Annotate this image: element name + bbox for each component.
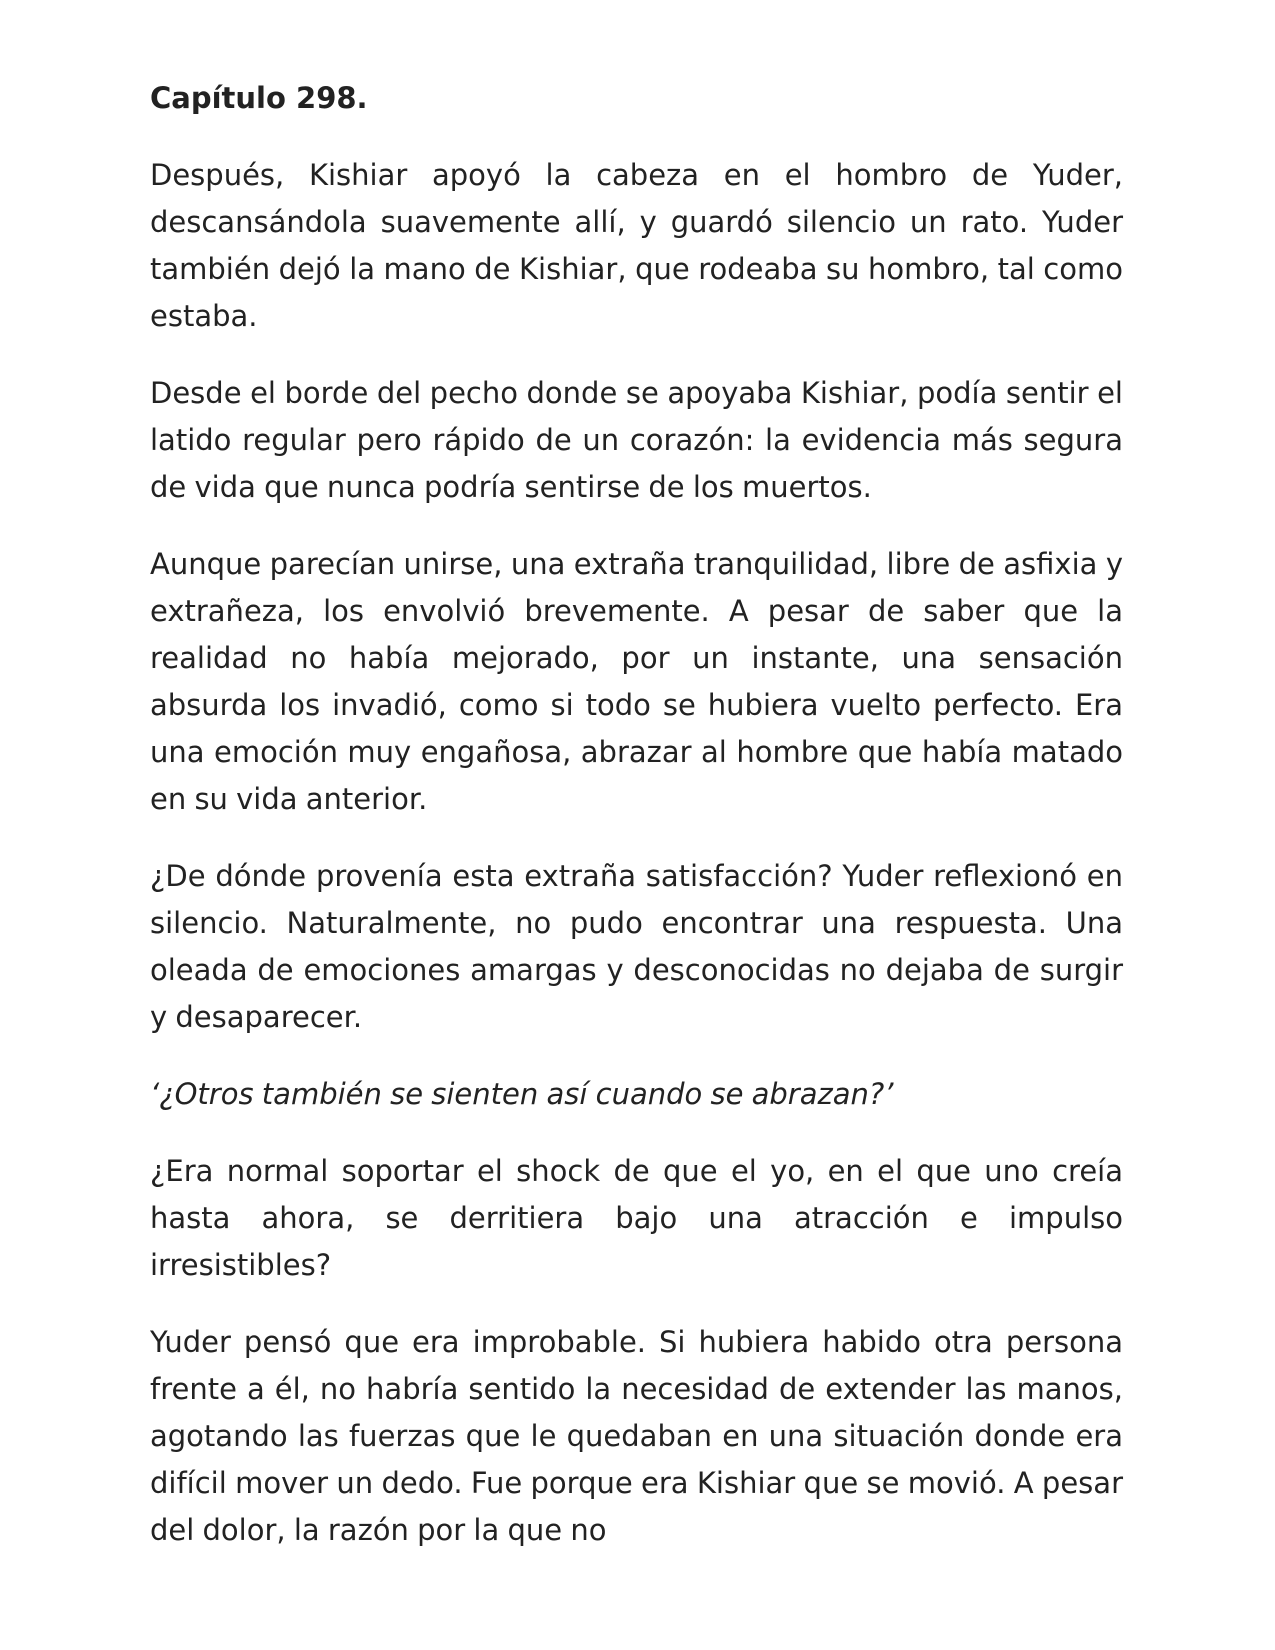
chapter-title: Capítulo 298. bbox=[150, 81, 368, 115]
paragraph: ¿Era normal soportar el shock de que el yo, en el que uno creía hasta ahora, se derritiera bajo una atracción e impulso irresistibles? bbox=[150, 1154, 1123, 1282]
paragraph: ¿De dónde provenía esta extraña satisfacción? Yuder reflexionó en silencio. Naturalmente, no pudo encontrar una respuesta. Una oleada de emociones amargas y desconocidas no dejaba de surgir y desaparecer. bbox=[150, 859, 1123, 1034]
inner-thought-paragraph: ‘¿Otros también se sienten así cuando se abrazan?’ bbox=[150, 1077, 894, 1111]
paragraph: Desde el borde del pecho donde se apoyaba Kishiar, podía sentir el latido regular pero rápido de un corazón: la evidencia más segura de vida que nunca podría sentirse de los muertos. bbox=[150, 376, 1123, 504]
paragraph: Después, Kishiar apoyó la cabeza en el hombro de Yuder, descansándola suavemente allí, y guardó silencio un rato. Yuder también dejó la mano de Kishiar, que rodeaba su hombro, tal como estaba. bbox=[150, 158, 1123, 333]
paragraph: Yuder pensó que era improbable. Si hubiera habido otra persona frente a él, no habría sentido la necesidad de extender las manos, agotando las fuerzas que le quedaban en una situación donde era difícil mover un dedo. Fue porque era Kishiar que se movió. A pesar del dolor, la razón por la que no bbox=[150, 1325, 1123, 1547]
paragraph: Aunque parecían unirse, una extraña tranquilidad, libre de asfixia y extrañeza, los envolvió brevemente. A pesar de saber que la realidad no había mejorado, por un instante, una sensación absurda los invadió, como si todo se hubiera vuelto perfecto. Era una emoción muy engañosa, abrazar al hombre que había matado en su vida anterior. bbox=[150, 547, 1123, 816]
document-page bbox=[150, 75, 1123, 1554]
